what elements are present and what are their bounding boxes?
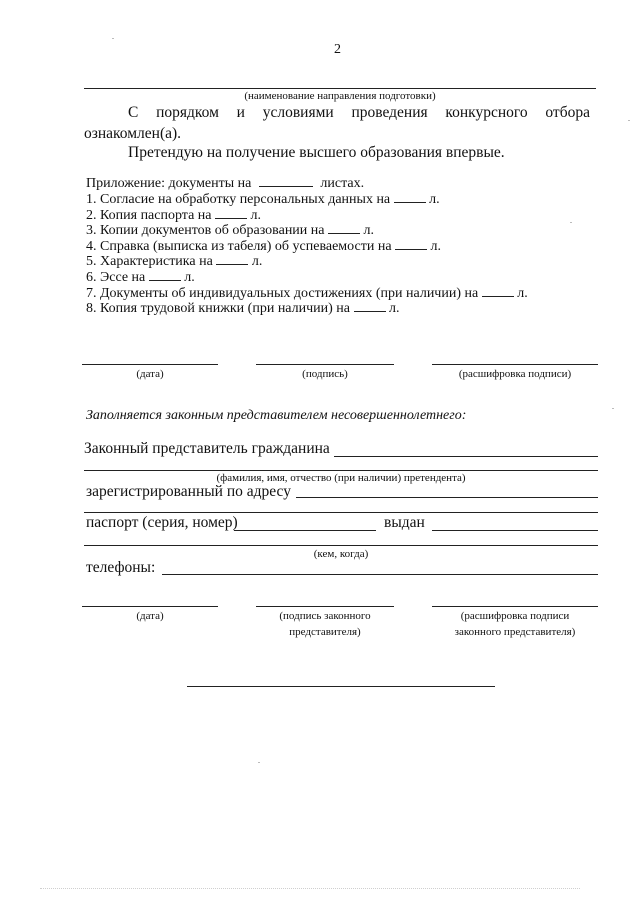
phones-field bbox=[162, 574, 598, 575]
agreement-word: С bbox=[128, 104, 139, 121]
caption-line: представителя) bbox=[289, 626, 361, 638]
agreement-word: порядком bbox=[156, 104, 219, 121]
list-item bbox=[86, 254, 528, 270]
list-item bbox=[86, 223, 528, 239]
guardian-name-line2 bbox=[84, 470, 598, 471]
page-number: 2 bbox=[334, 42, 341, 57]
item-suffix: л. bbox=[251, 254, 263, 270]
scan-speck bbox=[570, 222, 572, 223]
scan-speck bbox=[112, 38, 114, 39]
closing-rule bbox=[187, 686, 495, 687]
agreement-word: конкурсного bbox=[445, 104, 528, 121]
agreement-line1 bbox=[84, 104, 590, 122]
guardian-transcript-caption bbox=[432, 610, 598, 639]
signature-caption: (подпись) bbox=[302, 368, 348, 380]
blank-field bbox=[216, 264, 248, 265]
caption-line: (расшифровка подписи bbox=[460, 610, 570, 622]
address-label: зарегистрированный по адресу bbox=[86, 483, 291, 500]
item-suffix: л. bbox=[429, 192, 440, 207]
guardian-name-field bbox=[334, 456, 598, 457]
passport-field bbox=[234, 530, 376, 531]
attachments-list bbox=[86, 192, 528, 317]
signature-line bbox=[256, 364, 394, 365]
list-item bbox=[86, 270, 528, 286]
item-suffix: л. bbox=[430, 238, 442, 254]
phones-label: телефоны: bbox=[86, 559, 156, 576]
scan-speck bbox=[628, 120, 630, 121]
agreement-word: проведения bbox=[351, 104, 428, 121]
first-education-statement: Претендую на получение высшего образования впервые. bbox=[128, 144, 505, 161]
direction-caption: (наименование направления подготовки) bbox=[244, 90, 436, 102]
list-item bbox=[86, 239, 528, 255]
caption-line: (подпись законного bbox=[279, 610, 371, 622]
item-text: 2. Копия паспорта на bbox=[86, 207, 212, 223]
guardian-note: Заполняется законным представителем несовершеннолетнего: bbox=[86, 408, 467, 423]
date-line bbox=[82, 364, 218, 365]
guardian-label: Законный представитель гражданина bbox=[84, 440, 330, 457]
fio-caption: (фамилия, имя, отчество (при наличии) претендента) bbox=[216, 472, 466, 484]
scan-edge-artifact bbox=[40, 888, 580, 889]
agreement-line2: ознакомлен(а). bbox=[84, 125, 182, 142]
blank-field bbox=[215, 218, 247, 219]
attachments-header bbox=[86, 176, 364, 192]
item-suffix: л. bbox=[517, 285, 528, 301]
blank-field bbox=[259, 186, 313, 187]
date-caption: (дата) bbox=[136, 368, 164, 380]
blank-field bbox=[149, 280, 181, 281]
item-text: 7. Документы об индивидуальных достижениях (при наличии) на bbox=[86, 285, 479, 301]
guardian-transcript-line bbox=[432, 606, 598, 607]
agreement-word: и bbox=[236, 104, 245, 121]
item-text: 8. Копия трудовой книжки (при наличии) на bbox=[86, 301, 351, 317]
list-item bbox=[86, 286, 528, 302]
attachments-header-suffix: листах. bbox=[320, 176, 365, 191]
guardian-signature-caption bbox=[256, 610, 394, 639]
address-field bbox=[296, 497, 598, 498]
agreement-word: условиями bbox=[262, 104, 334, 121]
transcript-caption: (расшифровка подписи) bbox=[458, 368, 572, 380]
address-line2 bbox=[84, 512, 598, 513]
list-item bbox=[86, 301, 528, 317]
caption-line: законного представителя) bbox=[454, 626, 576, 638]
blank-field bbox=[394, 202, 426, 203]
blank-field bbox=[354, 311, 386, 312]
item-text: 1. Согласие на обработку персональных данных на bbox=[86, 192, 391, 207]
date-caption: (дата) bbox=[136, 610, 164, 622]
agreement-word: отбора bbox=[545, 104, 590, 121]
item-suffix: л. bbox=[250, 207, 262, 223]
item-text: 6. Эссе на bbox=[86, 269, 146, 285]
item-text: 3. Копии документов об образовании на bbox=[86, 223, 325, 239]
blank-field bbox=[328, 233, 360, 234]
list-item bbox=[86, 192, 528, 208]
issued-field bbox=[432, 530, 598, 531]
transcript-line bbox=[432, 364, 598, 365]
scan-speck bbox=[612, 408, 614, 409]
item-text: 5. Характеристика на bbox=[86, 254, 213, 270]
attachments-header-text: Приложение: документы на bbox=[86, 176, 252, 191]
passport-label: паспорт (серия, номер) bbox=[86, 514, 238, 531]
date-line bbox=[82, 606, 218, 607]
item-suffix: л. bbox=[184, 269, 195, 285]
issued-caption: (кем, когда) bbox=[313, 548, 369, 560]
direction-line bbox=[84, 88, 596, 89]
blank-field bbox=[482, 296, 514, 297]
item-suffix: л. bbox=[389, 301, 400, 317]
issued-label: выдан bbox=[384, 514, 425, 531]
item-text: 4. Справка (выписка из табеля) об успеваемости на bbox=[86, 238, 392, 254]
list-item bbox=[86, 208, 528, 224]
blank-field bbox=[395, 249, 427, 250]
scan-speck bbox=[258, 762, 260, 763]
guardian-signature-line bbox=[256, 606, 394, 607]
issued-line2 bbox=[84, 545, 598, 546]
item-suffix: л. bbox=[363, 223, 374, 239]
